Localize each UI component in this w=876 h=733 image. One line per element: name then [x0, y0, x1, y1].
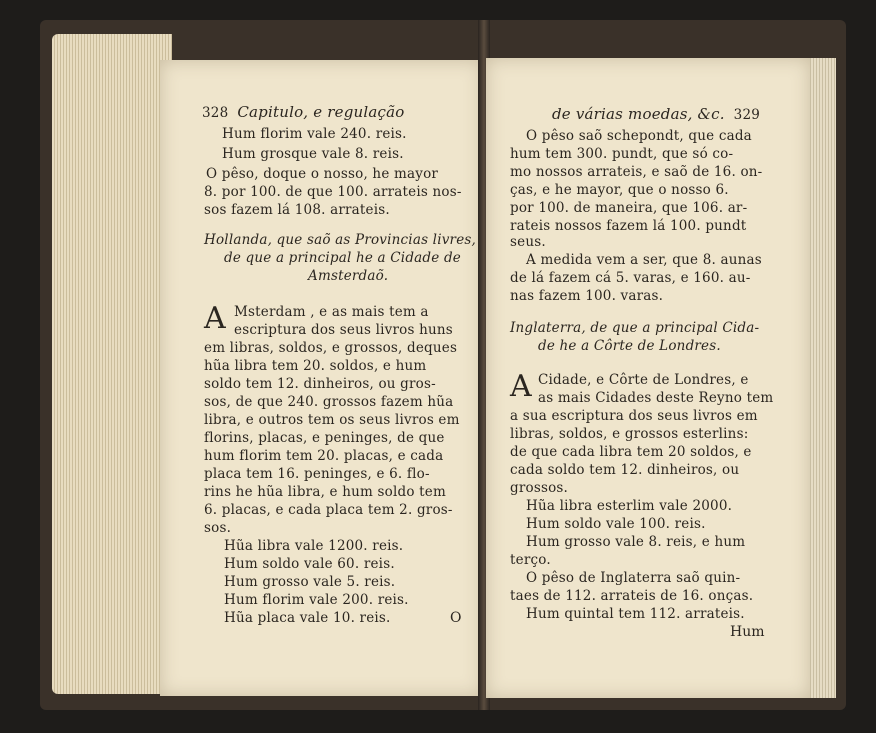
text-line: rins he hũa libra, e hum soldo tem	[204, 484, 446, 500]
text-line: grossos.	[510, 480, 569, 496]
text-line: Hũa placa vale 10. reis.	[224, 610, 391, 626]
text-line: sos.	[204, 520, 232, 536]
catchword: Hum	[730, 624, 765, 640]
text-line: Hum soldo vale 100. reis.	[526, 516, 706, 532]
text-line: Hũa libra vale 1200. reis.	[224, 538, 404, 554]
text-line: O pêso, doque o nosso, he mayor	[206, 166, 439, 182]
section-title: Amsterdaõ.	[308, 268, 389, 284]
section-title: Hollanda, que saõ as Provincias livres,	[204, 232, 477, 248]
text-line: hũa libra tem 20. soldos, e hum	[204, 358, 427, 374]
text-line: terço.	[510, 552, 551, 568]
text-line: as mais Cidades deste Reyno tem	[538, 390, 774, 406]
text-line: taes de 112. arrateis de 16. onças.	[510, 588, 754, 604]
section-title: de que a principal he a Cidade de	[224, 250, 461, 266]
text-line: 8. por 100. de que 100. arrateis nos-	[204, 184, 462, 200]
text-line: Hum soldo vale 60. reis.	[224, 556, 395, 572]
text-line: seus.	[510, 234, 546, 250]
text-line: Hum quintal tem 112. arrateis.	[526, 606, 745, 622]
drop-cap: A	[510, 369, 532, 404]
text-line: nas fazem 100. varas.	[510, 288, 664, 304]
text-line: Hum grosque vale 8. reis.	[222, 146, 404, 162]
text-line: por 100. de maneira, que 106. ar-	[510, 200, 748, 216]
text-line: sos, de que 240. grossos fazem hũa	[204, 394, 454, 410]
text-line: cada soldo tem 12. dinheiros, ou	[510, 462, 740, 478]
text-line: placa tem 16. peninges, e 6. flo-	[204, 466, 430, 482]
right-running-head: de várias moedas, &c.	[552, 105, 725, 123]
page-edges-right	[808, 58, 836, 698]
text-line: Msterdam , e as mais tem a	[234, 304, 429, 320]
right-header	[552, 106, 760, 123]
left-running-head: Capitulo, e regulação	[237, 103, 405, 121]
right-page	[486, 58, 810, 698]
drop-cap: A	[204, 301, 226, 336]
text-line: libras, soldos, e grossos esterlins:	[510, 426, 749, 442]
text-line: rateis nossos fazem lá 100. pundt	[510, 218, 747, 234]
text-line: libra, e outros tem os seus livros em	[204, 412, 460, 428]
text-line: O pêso saõ schepondt, que cada	[526, 128, 752, 144]
text-line: A medida vem a ser, que 8. aunas	[526, 252, 762, 268]
text-line: Hum florim vale 200. reis.	[224, 592, 409, 608]
text-line: mo nossos arrateis, e saõ de 16. on-	[510, 164, 763, 180]
text-line: Hum florim vale 240. reis.	[222, 126, 407, 142]
text-line: hum tem 300. pundt, que só co-	[510, 146, 734, 162]
text-line: 6. placas, e cada placa tem 2. gros-	[204, 502, 453, 518]
text-line: de que cada libra tem 20 soldos, e	[510, 444, 752, 460]
text-line: hum florim tem 20. placas, e cada	[204, 448, 444, 464]
text-line: florins, placas, e peninges, de que	[204, 430, 445, 446]
text-line: em libras, soldos, e grossos, deques	[204, 340, 458, 356]
text-line: Hum grosso vale 5. reis.	[224, 574, 396, 590]
text-line: Hum grosso vale 8. reis, e hum	[526, 534, 746, 550]
page-edges-left	[52, 34, 172, 694]
text-line: Hũa libra esterlim vale 2000.	[526, 498, 733, 514]
text-line: sos fazem lá 108. arrateis.	[204, 202, 390, 218]
right-page-number: 329	[733, 107, 761, 123]
text-line: a sua escriptura dos seus livros em	[510, 408, 758, 424]
text-line: de lá fazem cá 5. varas, e 160. au-	[510, 270, 751, 286]
catchword: O	[450, 610, 462, 626]
left-page-number: 328	[202, 105, 229, 121]
left-page	[160, 60, 482, 696]
left-header	[202, 104, 405, 121]
text-line: O pêso de Inglaterra saõ quin-	[526, 570, 741, 586]
section-title: de he a Côrte de Londres.	[538, 338, 721, 354]
text-line: ças, e he mayor, que o nosso 6.	[510, 182, 729, 198]
text-line: Cidade, e Côrte de Londres, e	[538, 372, 749, 388]
section-title: Inglaterra, de que a principal Cida-	[510, 320, 760, 336]
text-line: escriptura dos seus livros huns	[234, 322, 453, 338]
text-line: soldo tem 12. dinheiros, ou gros-	[204, 376, 436, 392]
